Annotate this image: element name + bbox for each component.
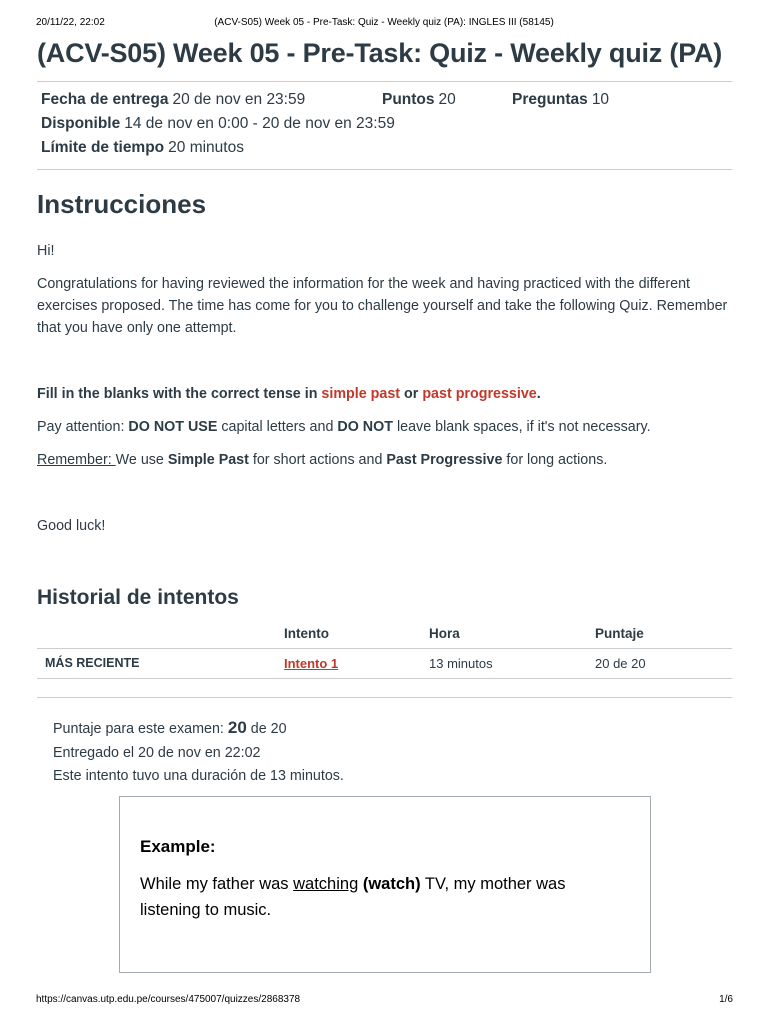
example-box (119, 796, 651, 973)
remember-label: Remember: (37, 452, 116, 468)
fill-instruction (37, 383, 737, 405)
print-url: https://canvas.utp.edu.pe/courses/475007/quizzes/2868378 (36, 994, 301, 1005)
attempt-score: 20 de 20 (587, 648, 732, 678)
time-limit-label: Límite de tiempo (41, 139, 165, 156)
example-bold: (watch) (358, 875, 421, 893)
column-header-attempt: Intento (276, 620, 421, 648)
remember-pre: We use (115, 452, 168, 468)
instructions-heading: Instrucciones (37, 189, 207, 219)
attention-note (37, 416, 737, 438)
divider (37, 169, 732, 170)
good-luck: Good luck! (37, 518, 106, 534)
example-post: TV, my mother was listening to music. (140, 875, 566, 919)
fill-end: . (536, 386, 541, 402)
fill-pre: Fill in the blanks with the correct tense in (37, 386, 322, 402)
simple-past-highlight: simple past (321, 386, 401, 402)
available-value: 14 de nov en 0:00 - 20 de nov en 23:59 (124, 115, 395, 132)
remember-mid: for short actions and (248, 452, 387, 468)
duration-line: Este intento tuvo una duración de 13 minutos. (53, 768, 344, 784)
points-label: Puntos (382, 91, 435, 108)
quiz-details (41, 91, 731, 161)
most-recent-label: MÁS RECIENTE (37, 648, 276, 678)
column-header-time: Hora (421, 620, 587, 648)
score-line (53, 716, 344, 742)
remember-end: for long actions. (502, 452, 608, 468)
attention-end: leave blank spaces, if it's not necessary. (393, 419, 651, 435)
score-value: 20 (227, 718, 247, 737)
due-value: 20 de nov en 23:59 (172, 91, 306, 108)
points (382, 91, 456, 109)
print-date: 20/11/22, 22:02 (36, 17, 105, 28)
remember-note (37, 449, 737, 471)
print-header (0, 17, 768, 31)
divider (37, 81, 732, 82)
score-pre: Puntaje para este examen: (53, 721, 228, 737)
intro-paragraph: Congratulations for having reviewed the information for the week and having practiced with the different exercises proposed. The time has come for you to challenge yourself and take the following Quiz. Remember that you have only one attempt. (37, 276, 728, 336)
questions-value: 10 (591, 91, 610, 108)
print-page-number: 1/6 (719, 994, 733, 1005)
table-row (37, 648, 732, 678)
example-title: Example: (140, 837, 216, 856)
remember-b1: Simple Past (167, 452, 249, 468)
due-date (41, 91, 305, 109)
column-header-score: Puntaje (587, 620, 732, 648)
table-header-row (37, 620, 732, 648)
attention-b1: DO NOT USE (128, 419, 218, 435)
available-label: Disponible (41, 115, 121, 132)
attention-pre: Pay attention: (37, 419, 129, 435)
score-post: de 20 (246, 721, 287, 737)
points-value: 20 (438, 91, 456, 108)
attempt-time: 13 minutos (421, 648, 587, 678)
past-progressive-highlight: past progressive (422, 386, 537, 402)
print-title: (ACV-S05) Week 05 - Pre-Task: Quiz - Weekly quiz (PA): INGLES III (58145) (214, 17, 554, 28)
questions (512, 91, 609, 109)
remember-b2: Past Progressive (386, 452, 503, 468)
column-header (37, 620, 276, 648)
divider (37, 697, 732, 698)
attention-b2: DO NOT (337, 419, 393, 435)
questions-label: Preguntas (512, 91, 588, 108)
submitted-line: Entregado el 20 de nov en 22:02 (53, 744, 261, 761)
example-pre: While my father was (140, 875, 294, 893)
history-heading: Historial de intentos (37, 586, 239, 609)
example-text (140, 871, 630, 923)
score-summary (53, 716, 344, 789)
time-limit-value: 20 minutos (168, 139, 244, 156)
page-title: (ACV-S05) Week 05 - Pre-Task: Quiz - Weekly quiz (PA) (37, 38, 723, 68)
time-limit (41, 139, 244, 157)
available (41, 115, 395, 133)
due-label: Fecha de entrega (41, 91, 169, 108)
attempt-link[interactable]: Intento 1 (284, 655, 339, 671)
attention-mid: capital letters and (217, 419, 338, 435)
greeting: Hi! (37, 243, 55, 259)
fill-or: or (400, 386, 423, 402)
attempt-history-table (37, 620, 732, 679)
example-underlined: watching (293, 875, 359, 893)
